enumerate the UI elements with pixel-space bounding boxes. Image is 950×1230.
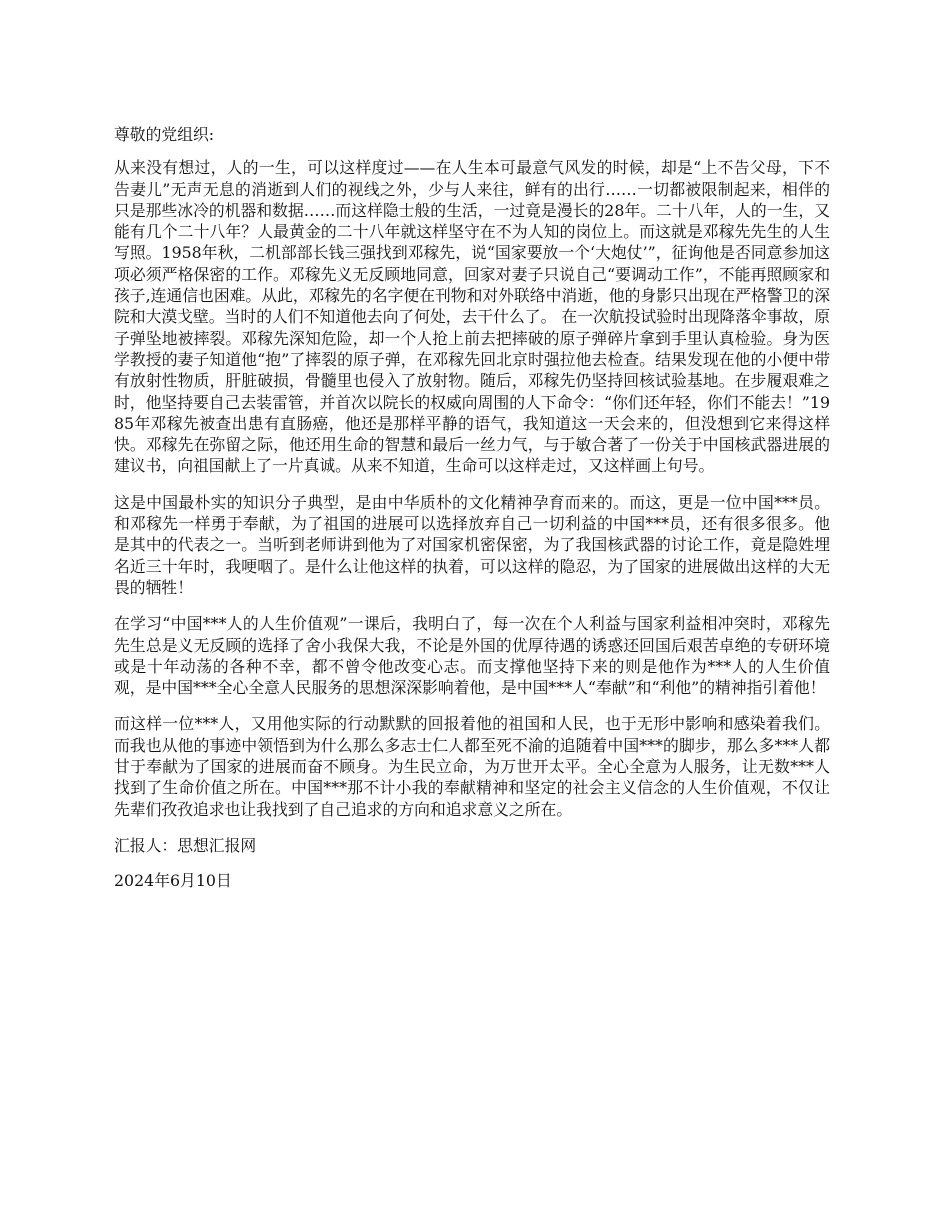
- letter-document: [114, 124, 830, 907]
- body-paragraph-2: 这是中国最朴实的知识分子典型，是由中华质朴的文化精神孕育而来的。而这，更是一位中国***员。和邓稼先一样勇于奉献，为了祖国的进展可以选择放弃自己一切利益的中国***员，还有很多很多。他是其中的代表之一。当听到老师讲到他为了对国家机密保密，为了我国核武器的讨论工作，竟是隐姓埋名近三十年时，我哽咽了。是什么让他这样的执着，可以这样的隐忍，为了国家的进展做出这样的大无畏的牺牲！: [114, 492, 830, 597]
- body-paragraph-3: 在学习“中国***人的人生价值观”一课后，我明白了，每一次在个人利益与国家利益相冲突时，邓稼先先生总是义无反顾的选择了舍小我保大我，不论是外国的优厚待遇的诱惑还回国后艰苦卓绝的专研环境或是十年动荡的各种不幸，都不曾令他改变心志。而支撑他坚持下来的则是他作为***人的人生价值观，是中国***全心全意人民服务的思想深深影响着他，是中国***人“奉献”和“利他”的精神指引着他！: [114, 614, 830, 698]
- letter-date: 2024年6月10日: [114, 871, 232, 891]
- body-paragraph-4: 而这样一位***人，又用他实际的行动默默的回报着他的祖国和人民，也于无形中影响和感染着我们。而我也从他的事迹中领悟到为什么那么多志士仁人都至死不渝的追随着中国***的脚步，那么多***人都甘于奉献为了国家的进展而奋不顾身。为生民立命，为万世开太平。全心全意为人服务，让无数***人找到了生命价值之所在。中国***那不计小我的奉献精神和坚定的社会主义信念的人生价值观，不仅让先辈们孜孜追求也让我找到了自己追求的方向和追求意义之所在。: [114, 714, 830, 819]
- salutation: 尊敬的党组织:: [114, 125, 215, 144]
- signature: 汇报人：思想汇报网: [114, 835, 257, 855]
- body-paragraph-1: 从来没有想过，人的一生，可以这样度过——在人生本可最意气风发的时候，却是“上不告父母，下不告妻儿”无声无息的消逝到人们的视线之外，少与人来往，鲜有的出行……一切都被限制起来，相伴的只是那些冰冷的机器和数据……而这样隐士般的生活，一过竟是漫长的28年。二十八年，人的一生，又能有几个二十八年？人最黄金的二十八年就这样坚守在不为人知的岗位上。而这就是邓稼先先生的人生写照。1958年秋，二机部部长钱三强找到邓稼先，说“国家要放一个‘大炮仗’”，征询他是否同意参加这项必须严格保密的工作。邓稼先义无反顾地同意，回家对妻子只说自己“要调动工作”，不能再照顾家和孩子,连通信也困难。从此，邓稼先的名字便在刊物和对外联络中消逝，他的身影只出现在严格警卫的深院和大漠戈壁。当时的人们不知道他去向了何处，去干什么了。 在一次航投试验时出现降落伞事故，原子弹坠地被摔裂。邓稼先深知危险，却一个人抢上前去把摔破的原子弹碎片拿到手里认真检验。身为医学教授的妻子知道他“抱”了摔裂的原子弹，在邓稼先回北京时强拉他去检查。结果发现在他的小便中带有放射性物质，肝脏破损，骨髓里也侵入了放射物。随后，邓稼先仍坚持回核试验基地。在步履艰难之时，他坚持要自己去装雷管，并首次以院长的权威向周围的人下命令：“你们还年轻，你们不能去！”1985年邓稼先被查出患有直肠癌，他还是那样平静的语气，我知道这一天会来的，但没想到它来得这样快。邓稼先在弥留之际，他还用生命的智慧和最后一丝力气，与于敏合著了一份关于中国核武器进展的建议书，向祖国献上了一片真诚。从来不知道，生命可以这样走过，又这样画上句号。: [114, 158, 830, 476]
